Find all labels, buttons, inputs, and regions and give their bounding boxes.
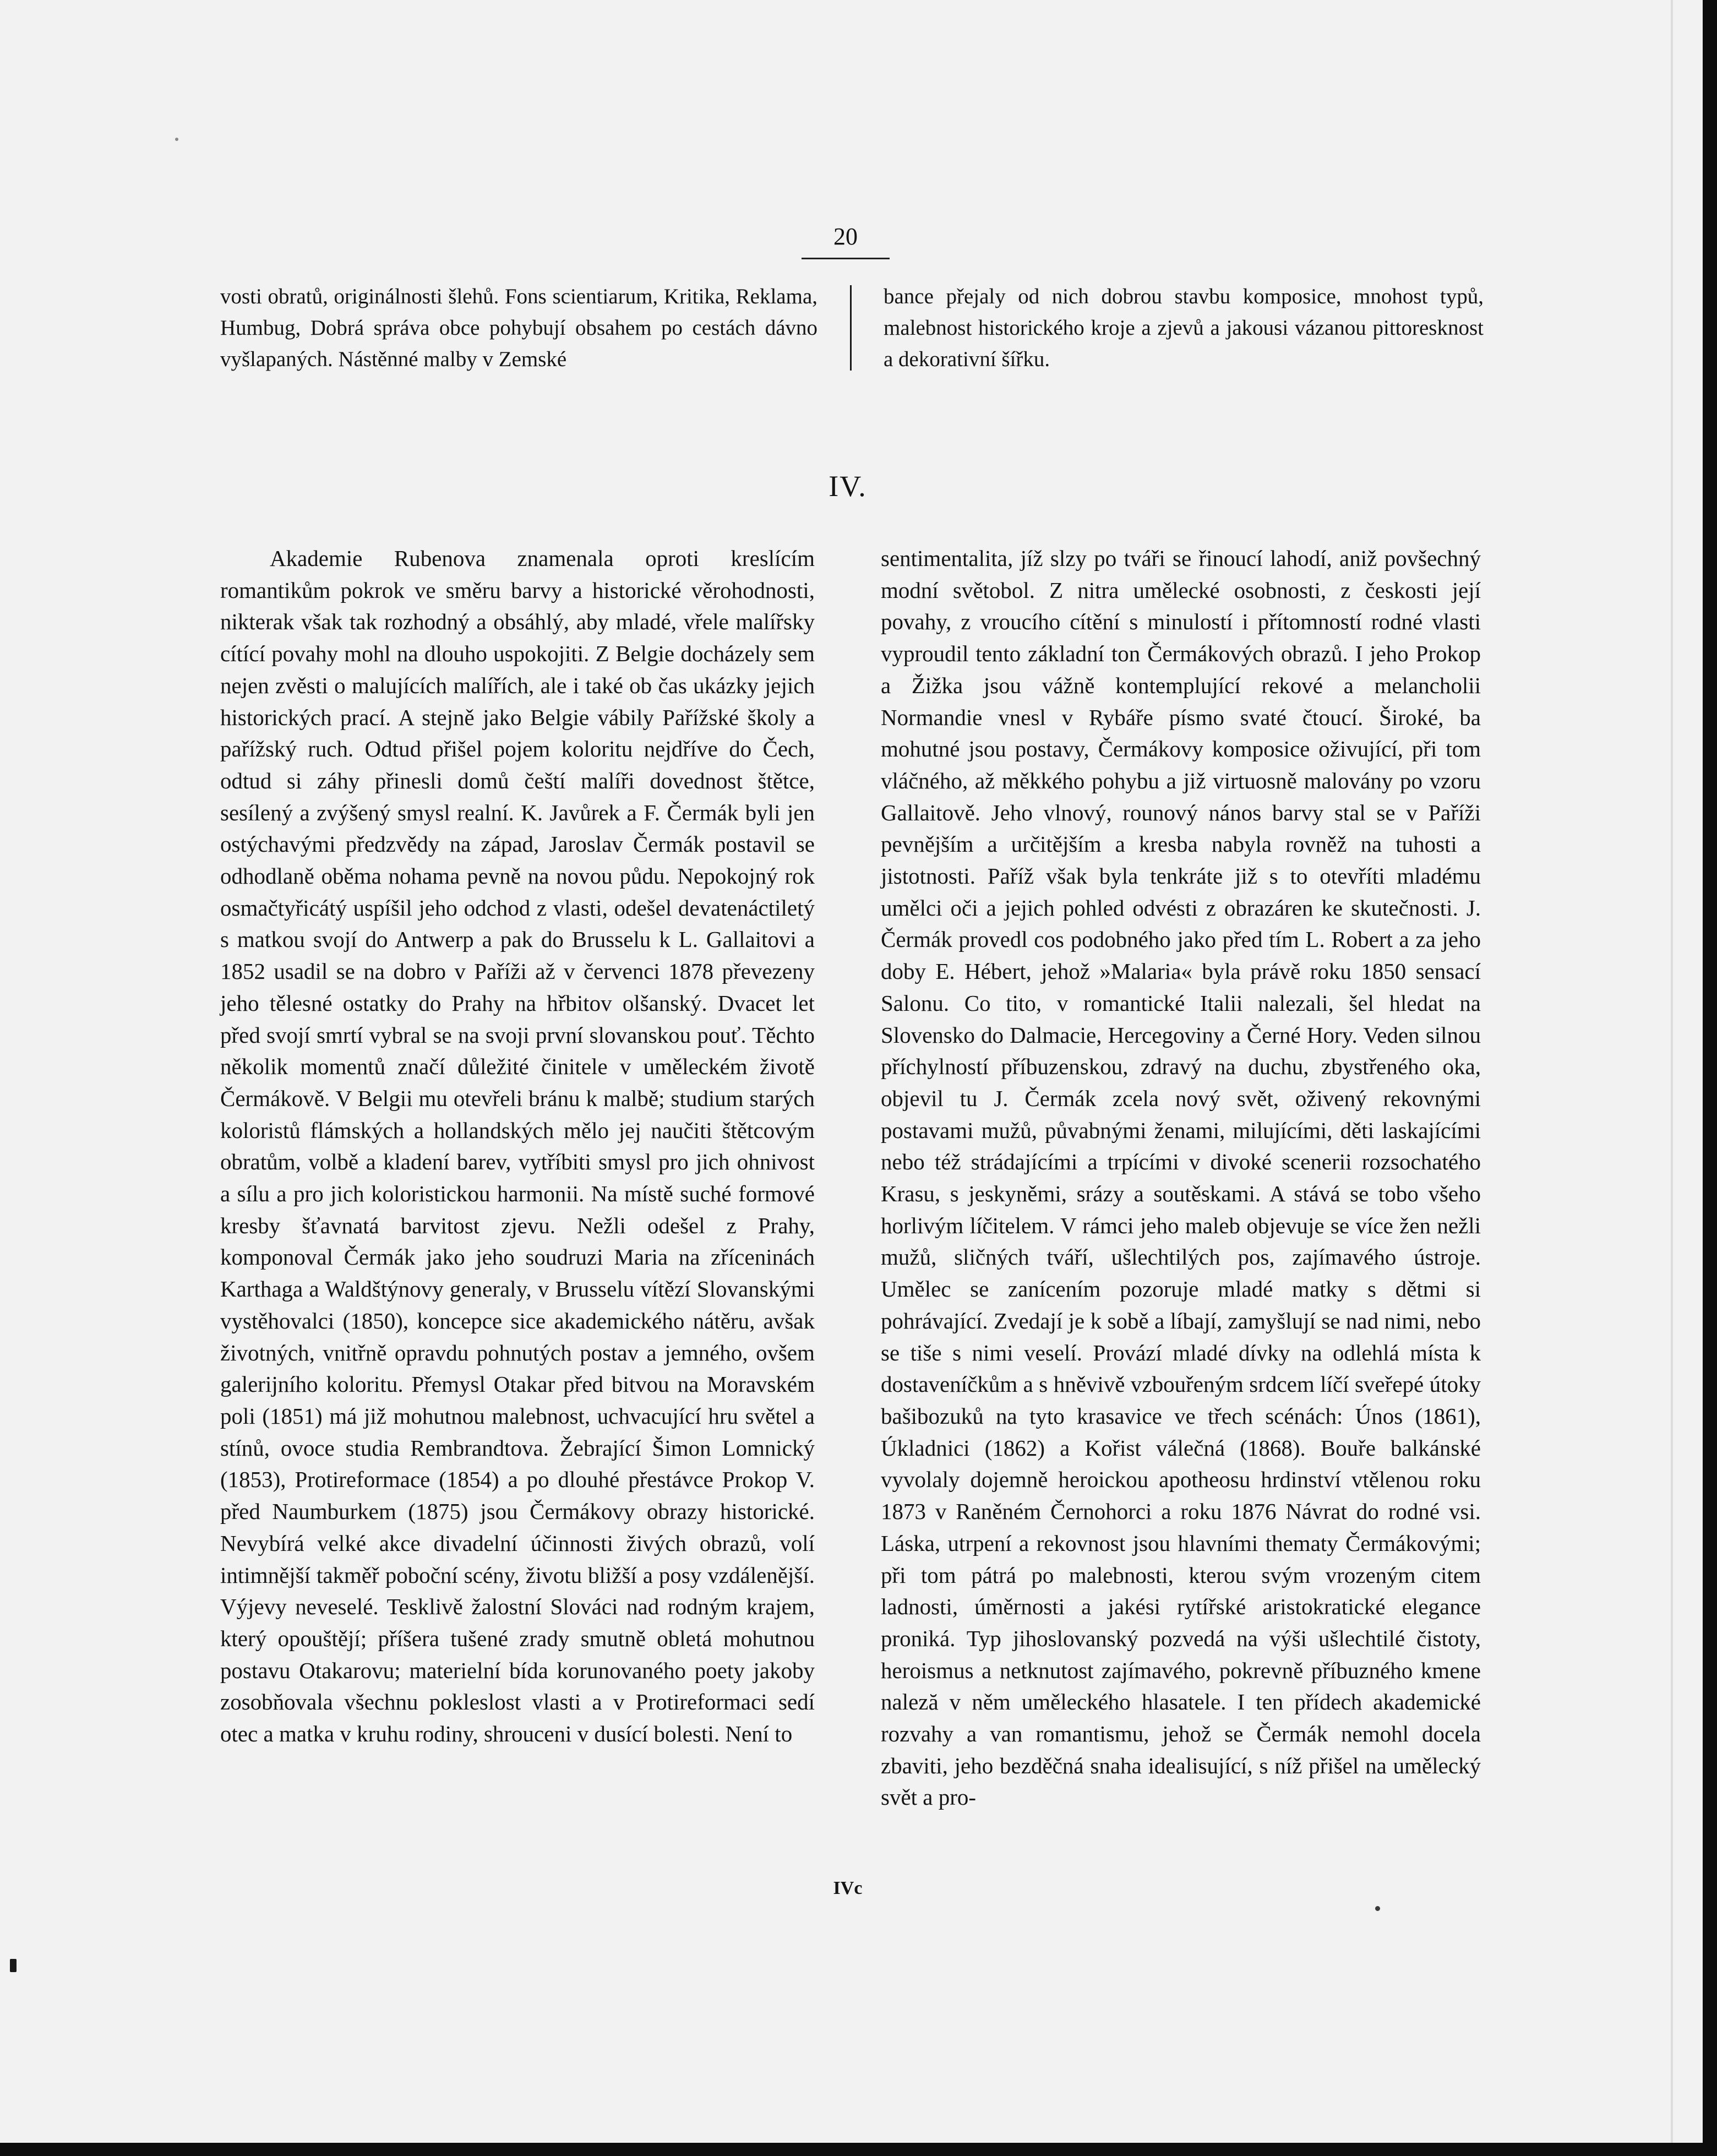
body-left-column <box>220 543 815 1750</box>
column-divider <box>850 285 852 371</box>
continuation-right-column <box>884 281 1484 375</box>
continuation-left-column <box>220 281 817 375</box>
body-right-column <box>881 543 1481 1814</box>
scan-speck <box>1375 1906 1380 1911</box>
printer-signature-mark: IVc <box>833 1878 863 1898</box>
section-heading: IV. <box>828 470 867 503</box>
continuation-right-paragraph: bance přejaly od nich dobrou stavbu komposice, mnohost typů, malebnost historického kroje a zjevů a jakousi vázanou pittoresknost a dekorativní šířku. <box>884 285 1484 371</box>
scan-speck <box>175 138 178 141</box>
page-number: 20 <box>802 220 890 259</box>
page-fold-line <box>1671 0 1673 2143</box>
scan-edge-mark <box>10 1959 17 1972</box>
continuation-left-paragraph: vosti obratů, originálnosti šlehů. Fons scientiarum, Kritika, Reklama, Humbug, Dobrá správa obce pohybují obsahem po cestách dávno vyšlapaných. Nástěnné malby v Zemské <box>220 285 817 371</box>
body-right-paragraph: sentimentalita, jíž slzy po tváři se řinoucí lahodí, aniž povšechný modní světobol. Z nitra umělecké osobnosti, z českosti její povahy, z vroucího cítění s minulostí i přítomností rodné vlasti vyproudil tento základní ton Čermákových obrazů. I jeho Prokop a Žižka jsou vážně kontemplující rekové a melancholii Normandie vnesl v Rybáře písmo svaté čtoucí. Široké, ba mohutné jsou postavy, Čermákovy komposice oživující, při tom vláčného, až měkkého pohybu a již virtuosně malovány po vzoru Gallaitově. Jeho vlnový, rounový nános barvy stal se v Paříži pevnějším a určitějším a kresba nabyla rovněž na tuhosti a jistotnosti. Paříž však byla tenkráte již s to otevříti mladému umělci oči a jejich pohled odvésti z obrazáren ke skutečnosti. J. Čermák provedl cos podobného jako před tím L. Robert a za jeho doby E. Hébert, jehož »Malaria« byla právě roku 1850 sensací Salonu. Co tito, v romantické Italii nalezali, šel hledat na Slovensko do Dalmacie, Hercegoviny a Černé Hory. Veden silnou příchylností příbuzenskou, zdravý na duchu, zbystřeného oka, objevil tu J. Čermák zcela nový svět, oživený rekovnými postavami mužů, půvabnými ženami, milujícími, děti laskajícími nebo též strádajícími a trpícími v divoké scenerii rozsochatého Krasu, s jeskyněmi, srázy a soutěskami. A stává se tobo všeho horlivým líčitelem. V rámci jeho maleb objevuje se více žen nežli mužů, sličných tváří, ušlechtilých pos, zajímavého ústroje. Umělec se zanícením pozoruje mladé matky s dětmi si pohrávající. Zvedají je k sobě a líbají, zamyšlují se nad nimi, nebo se tiše s nimi veselí. Provází mladé dívky na odlehlá místa k dostaveníčkům a s hněvivě vzbouřeným srdcem líčí sveřepé útoky bašibozuků na tyto krasavice ve třech scénách: Únos (1861), Úkladnici (1862) a Kořist válečná (1868). Bouře balkánské vyvolaly dojemně heroickou apotheosu hrdinství vtělenou roku 1873 v Raněném Černohorci a roku 1876 Návrat do rodné vsi. Láska, utrpení a rekovnost jsou hlavními thematy Čermákovými; při tom pátrá po malebnosti, kterou svým vrozeným citem ladnosti, úměrnosti a jakési rytířské aristokratické elegance proniká. Typ jihoslovanský pozvedá na výši ušlechtilé čistoty, heroismus a netknutost zajímavého, pokrevně příbuzného kmene naleză v něm uměleckého hlasatele. I ten přídech akademické rozvahy a van romantismu, jehož se Čermák nemohl docela zbaviti, jeho bezděčná snaha idealisující, s níž přišel na umělecký svět a pro- <box>881 546 1481 1810</box>
body-left-paragraph: Akademie Rubenova znamenala oproti kreslícím romantikům pokrok ve směru barvy a historické věrohodnosti, nikterak však tak rozhodný a obsáhlý, aby mladé, vřele malířsky cítící povahy mohl na dlouho uspokojiti. Z Belgie docházely sem nejen zvěsti o malujících malířích, ale i také ob čas ukázky jejich historických prací. A stejně jako Belgie vábily Pařížské školy a pařížský ruch. Odtud přišel pojem koloritu nejdříve do Čech, odtud si záhy přinesli domů čeští malíři dovednost štětce, sesílený a zvýšený smysl realní. K. Javůrek a F. Čermák byli jen ostýchavými předzvědy na západ, Jaroslav Čermák postavil se odhodlaně oběma nohama pevně na novou půdu. Nepokojný rok osmačtyřicátý uspíšil jeho odchod z vlasti, odešel devatenáctiletý s matkou svojí do Antwerp a pak do Brusselu k L. Gallaitovi a 1852 usadil se na dobro v Paříži až v červenci 1878 převezeny jeho tělesné ostatky do Prahy na hřbitov olšanský. Dvacet let před svojí smrtí vybral se na svoji první slovanskou pouť. Těchto několik momentů značí důležité činitele v uměleckém životě Čermákově. V Belgii mu otevřeli bránu k malbě; studium starých koloristů flámských a hollandských mělo jej naučiti štětcovým obratům, volbě a kladení barev, vytříbiti smysl pro jich ohnivost a sílu a pro jich koloristickou harmonii. Na místě suché formové kresby šťavnatá barvitost zjevu. Nežli odešel z Prahy, komponoval Čermák jako jeho soudruzi Maria na zříceninách Karthaga a Waldštýnovy generaly, v Brusselu vítězí Slovanskými vystěhovalci (1850), koncepce sice akademického nátěru, avšak životných, vnitřně opravdu pohnutých postav a jemného, ovšem galerijního koloritu. Přemysl Otakar před bitvou na Moravském poli (1851) má již mohutnou malebnost, uchvacující hru světel a stínů, ovoce studia Rembrandtova. Žebrající Šimon Lomnický (1853), Protireformace (1854) a po dlouhé přestávce Prokop V. před Naumburkem (1875) jsou Čermákovy obrazy historické. Nevybírá velké akce divadelní účinnosti živých obrazů, volí intimnější takměř poboční scény, životu bližší a posy vzdálenější. Výjevy neveselé. Tesklivě žalostní Slováci nad rodným krajem, který opouštějí; příšera tušené zrady smutně obletá mohutnou postavu Otakarovu; materielní bída korunovaného poety jakoby zosobňovala všechnu pokleslost vlasti a v Protireformaci sedí otec a matka v kruhu rodiny, shrouceni v dusící bolesti. Není to <box>220 546 815 1747</box>
